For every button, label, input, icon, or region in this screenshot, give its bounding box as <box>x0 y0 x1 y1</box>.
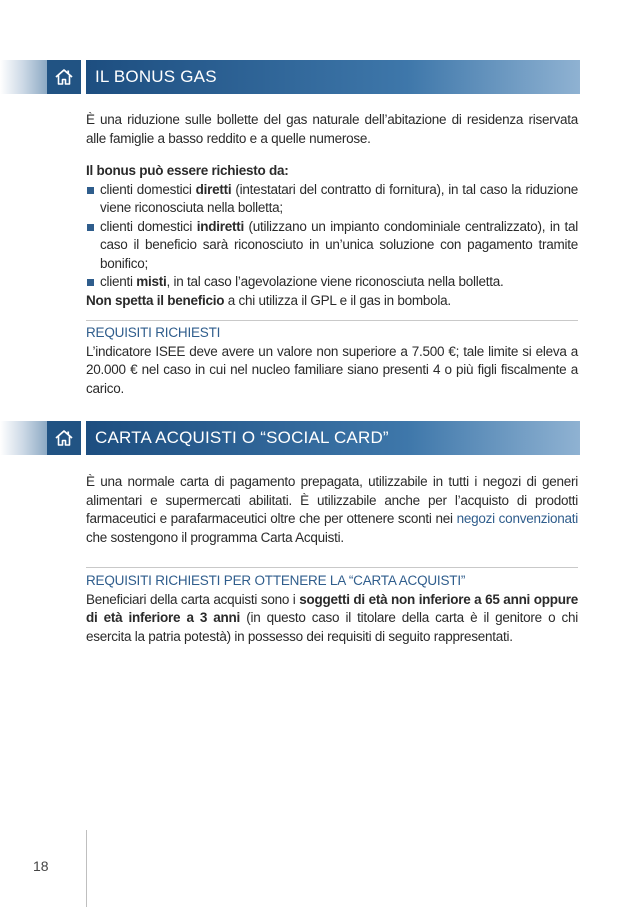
section-title: CARTA ACQUISTI O “SOCIAL CARD” <box>95 428 389 447</box>
divider <box>86 567 578 568</box>
bullet-square-icon <box>87 224 94 231</box>
intro-paragraph <box>86 473 578 547</box>
negozi-convenzionati-link[interactable]: negozi convenzionati <box>456 511 578 526</box>
item-text: , in tal caso l’agevolazione viene riconosciuta nella bolletta. <box>166 274 504 289</box>
item-text: clienti domestici <box>100 218 197 234</box>
exclusion-strong: Non spetta il beneficio <box>86 292 225 308</box>
requirements-title: REQUISITI RICHIESTI PER OTTENERE LA “CARTA ACQUISTI” <box>86 573 466 588</box>
section-header-social-card <box>0 421 580 455</box>
requirements-social-card <box>86 572 578 646</box>
margin-line <box>86 830 87 907</box>
requirements-text: L’indicatore ISEE deve avere un valore non superiore a 7.500 €; tale limite si eleva a 20.000 € nel caso in cui nel nucleo familiare siano presenti 4 o più figli fiscalmente a carico. <box>86 343 578 396</box>
list-item <box>86 181 578 218</box>
page-number: 18 <box>33 858 49 874</box>
requirements-text-part: Beneficiari della carta acquisti sono i <box>86 591 300 607</box>
section-title-bar <box>86 421 580 455</box>
section-body-bonus-gas <box>86 111 578 310</box>
item-strong: indiretti <box>196 218 244 234</box>
item-text: (utilizzano un impianto condominiale centralizzato), in tal caso il beneficio sarà riconosciuto in un’unica soluzione con pagamento tramite bonifico; <box>100 218 578 271</box>
divider <box>86 320 578 321</box>
bullet-square-icon <box>87 279 94 286</box>
list-item <box>86 273 578 292</box>
item-text: clienti <box>100 274 137 289</box>
requirements-strong: soggetti di età non inferiore a 65 anni oppure di età inferiore a 3 anni <box>86 591 578 625</box>
item-text: (intestatari del contratto di fornitura), in tal caso la riduzione viene riconosciuta nella bolletta; <box>100 181 578 215</box>
requirements-text <box>86 591 578 647</box>
section-title: IL BONUS GAS <box>95 67 217 86</box>
section-title-bar <box>86 60 580 94</box>
lead-text: Il bonus può essere richiesto da: <box>86 163 289 178</box>
intro-text: che sostengono il programma Carta Acquisti. <box>86 529 344 545</box>
item-strong: diretti <box>195 181 232 197</box>
item-strong: misti <box>136 274 167 289</box>
exclusion-rest: a chi utilizza il GPL e il gas in bombola. <box>224 292 451 308</box>
eligibility-list <box>86 181 578 292</box>
home-icon <box>47 421 81 455</box>
requirements-text-part: (in questo caso il titolare della carta è il genitore o chi esercita la patria potestà) in possesso dei requisiti di seguito rappresentati. <box>86 610 578 644</box>
exclusion-text <box>86 292 578 311</box>
bullet-square-icon <box>87 187 94 194</box>
intro-paragraph: È una riduzione sulle bollette del gas naturale dell’abitazione di residenza riservata alle famiglie a basso reddito e a quelle numerose. <box>86 112 578 146</box>
list-item <box>86 218 578 274</box>
section-body-social-card <box>86 473 578 547</box>
section-header-bonus-gas <box>0 60 580 94</box>
requirements-bonus-gas <box>86 324 578 398</box>
requirements-title: REQUISITI RICHIESTI <box>86 325 221 340</box>
item-text: clienti domestici <box>100 181 196 197</box>
intro-text: È una normale carta di pagamento prepagata, utilizzabile in tutti i negozi di generi alimentari e supermercati abilitati. È utilizzabile anche per l’acquisto di prodotti farmaceutici e parafarmaceutici oltre che per ottenere sconti nei <box>86 474 578 526</box>
home-icon <box>47 60 81 94</box>
